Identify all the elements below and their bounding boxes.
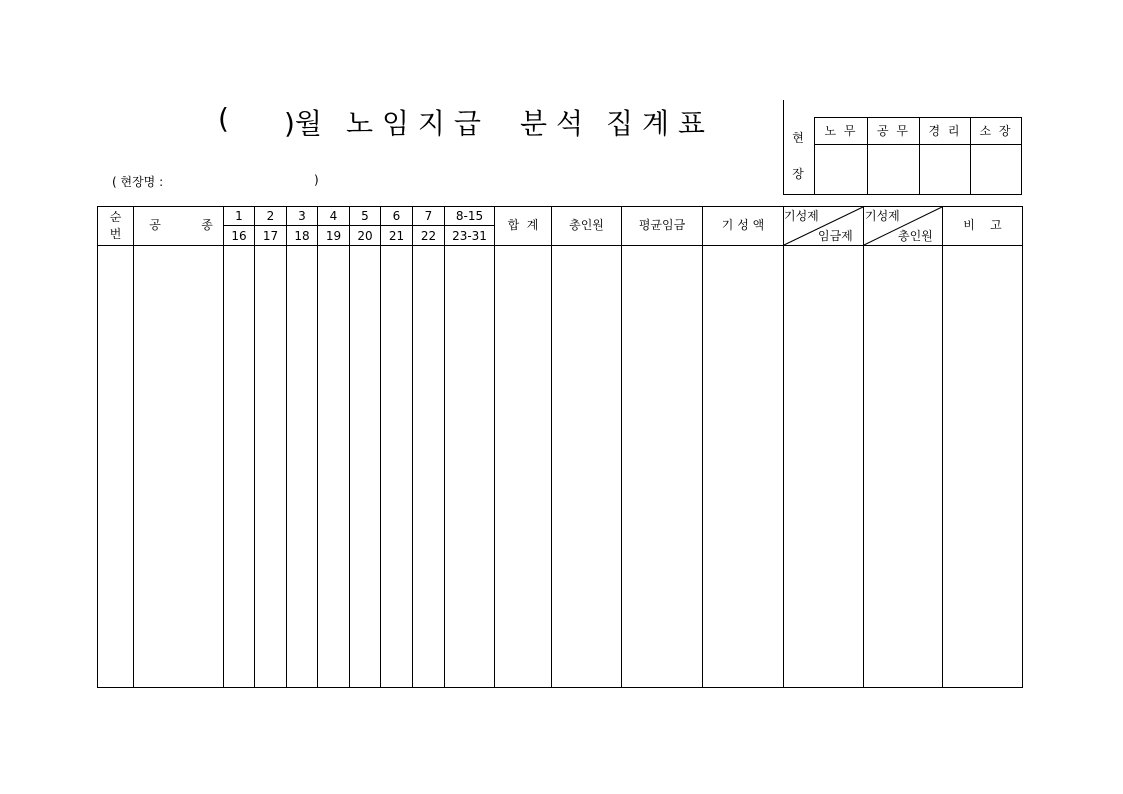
header-progress-amount: 기 성 액 <box>721 218 765 232</box>
title-month: )월 <box>284 107 322 140</box>
title-word-3: 집 계 표 <box>606 107 705 140</box>
header-day-5: 5 <box>361 209 369 223</box>
approval-side-bottom: 장 <box>792 167 806 181</box>
header-day-16: 16 <box>231 229 247 243</box>
header-remarks: 비 고 <box>963 218 1002 232</box>
header-trade-left: 공 <box>149 218 161 232</box>
header-day-8-15: 8-15 <box>455 209 484 223</box>
approval-role-accounting: 경 리 <box>928 124 962 138</box>
header-total: 합 계 <box>507 218 539 232</box>
site-name-close: ) <box>314 173 319 187</box>
header-day-20: 20 <box>357 229 373 243</box>
header-day-21: 21 <box>388 229 405 243</box>
title-word-2: 분 석 <box>520 107 583 140</box>
approval-side-top: 현 <box>792 131 806 145</box>
header-headcount: 총인원 <box>569 218 604 232</box>
approval-role-engineering: 공 무 <box>877 124 910 138</box>
header-day-17: 17 <box>262 229 279 243</box>
title-word-1: 노 임 지 급 <box>346 107 481 140</box>
header-avg-wage: 평균임금 <box>638 218 686 232</box>
title-open-paren: ( <box>218 102 229 135</box>
header-ratio2-top: 기성제 <box>865 209 900 223</box>
header-seq-top: 순 <box>109 210 122 224</box>
header-day-2: 2 <box>266 209 275 223</box>
header-day-22: 22 <box>420 229 437 243</box>
header-seq-bottom: 번 <box>109 227 122 241</box>
approval-role-manager: 소 장 <box>979 124 1013 138</box>
header-trade-right: 종 <box>201 218 213 232</box>
header-day-1: 1 <box>235 209 243 223</box>
approval-role-labor: 노 무 <box>824 124 858 138</box>
header-ratio2-bottom: 총인원 <box>898 229 933 243</box>
header-day-3: 3 <box>298 209 306 223</box>
header-day-6: 6 <box>392 209 401 223</box>
site-name-label: ( 현장명 : <box>112 175 164 189</box>
header-day-7: 7 <box>424 209 433 223</box>
header-day-19: 19 <box>325 229 342 243</box>
header-ratio1-bottom: 임금제 <box>818 229 853 243</box>
header-ratio1-top: 기성제 <box>784 209 819 223</box>
header-day-18: 18 <box>294 229 310 243</box>
header-day-23-31: 23-31 <box>452 229 487 243</box>
header-day-4: 4 <box>329 209 338 223</box>
